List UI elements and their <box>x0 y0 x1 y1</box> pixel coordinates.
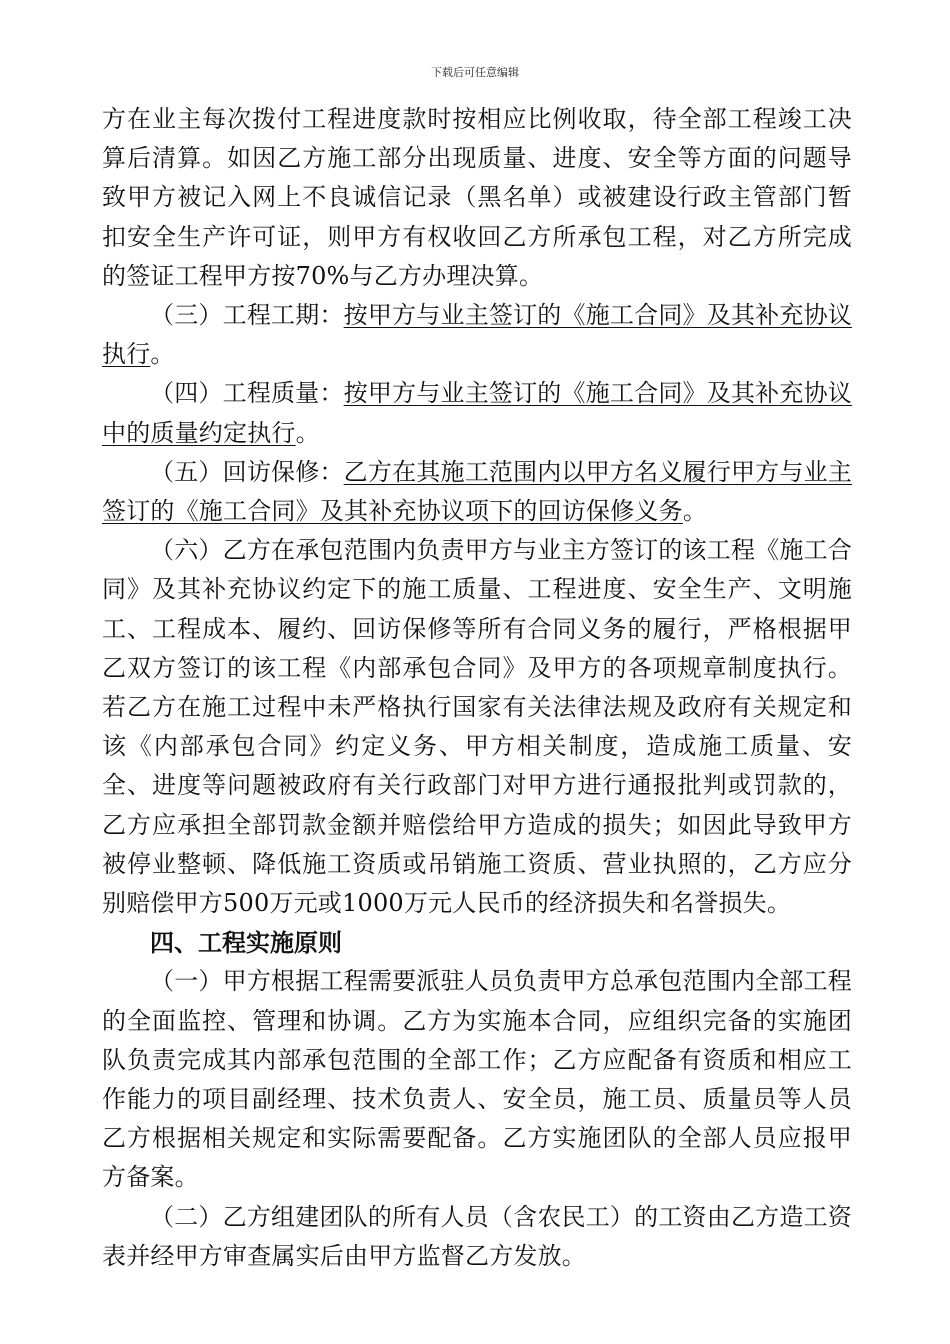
section-heading: 四、工程实施原则 <box>150 928 342 958</box>
clause-label: （三）工程工期： <box>150 301 344 330</box>
page-header-note: 下载后可任意编辑 <box>431 66 519 79</box>
clause-underlined-text: 按甲方与业主签订的《施工合同》及其补充协议执行 <box>102 301 852 369</box>
paragraph-construction-quality <box>102 374 852 452</box>
clause-underlined-text: 按甲方与业主签订的《施工合同》及其补充协议中的质量约定执行 <box>102 379 852 447</box>
paragraph-warranty <box>102 453 852 531</box>
paragraph-obligations: （六）乙方在承包范围内负责甲方与业主方签订的该工程《施工合同》及其补充协议约定下的施工质量、工程进度、安全生产、文明施工、工程成本、履约、回访保修等所有合同义务的履行，严格根据甲乙双方签订的该工程《内部承包合同》及甲方的各项规章制度执行。若乙方在施工过程中未严格执行国家有关法律法规及政府有关规定和该《内部承包合同》约定义务、甲方相关制度，造成施工质量、安全、进度等问题被政府有关行政部门对甲方进行通报批判或罚款的，乙方应承担全部罚款金额并赔偿给甲方造成的损失；如因此导致甲方被停业整顿、降低施工资质或吊销施工资质、营业执照的，乙方应分别赔偿甲方500万元或1000万元人民币的经济损失和名誉损失。 <box>102 536 852 918</box>
clause-underlined-text: 乙方在其施工范围内以甲方名义履行甲方与业主签订的《施工合同》及其补充协议项下的回访保修义务 <box>102 457 852 526</box>
clause-label: （五）回访保修： <box>150 457 344 486</box>
document-body <box>102 100 852 1276</box>
clause-end: 。 <box>682 497 708 526</box>
paragraph-construction-period <box>102 296 852 374</box>
clause-end: 。 <box>295 418 320 447</box>
paragraph-settlement: 方在业主每次拨付工程进度款时按相应比例收取，待全部工程竣工决算后清算。如因乙方施工部分出现质量、进度、安全等方面的问题导致甲方被记入网上不良诚信记录（黑名单）或被建设行政主管部门暂扣安全生产许可证，则甲方有权收回乙方所承包工程，对乙方所完成的签证工程甲方按70%与乙方办理决算。 <box>102 105 852 290</box>
clause-label: （四）工程质量： <box>150 379 344 408</box>
paragraph-team-organization: （一）甲方根据工程需要派驻人员负责甲方总承包范围内全部工程的全面监控、管理和协调。乙方为实施本合同，应组织完备的实施团队负责完成其内部承包范围的全部工作；乙方应配备有资质和相应工作能力的项目副经理、技术负责人、安全员，施工员、质量员等人员乙方根据相关规定和实际需要配备。乙方实施团队的全部人员应报甲方备案。 <box>102 967 852 1192</box>
paragraph-wages: （二）乙方组建团队的所有人员（含农民工）的工资由乙方造工资表并经甲方审查属实后由甲方监督乙方发放。 <box>102 1202 852 1270</box>
clause-end: 。 <box>150 340 175 369</box>
